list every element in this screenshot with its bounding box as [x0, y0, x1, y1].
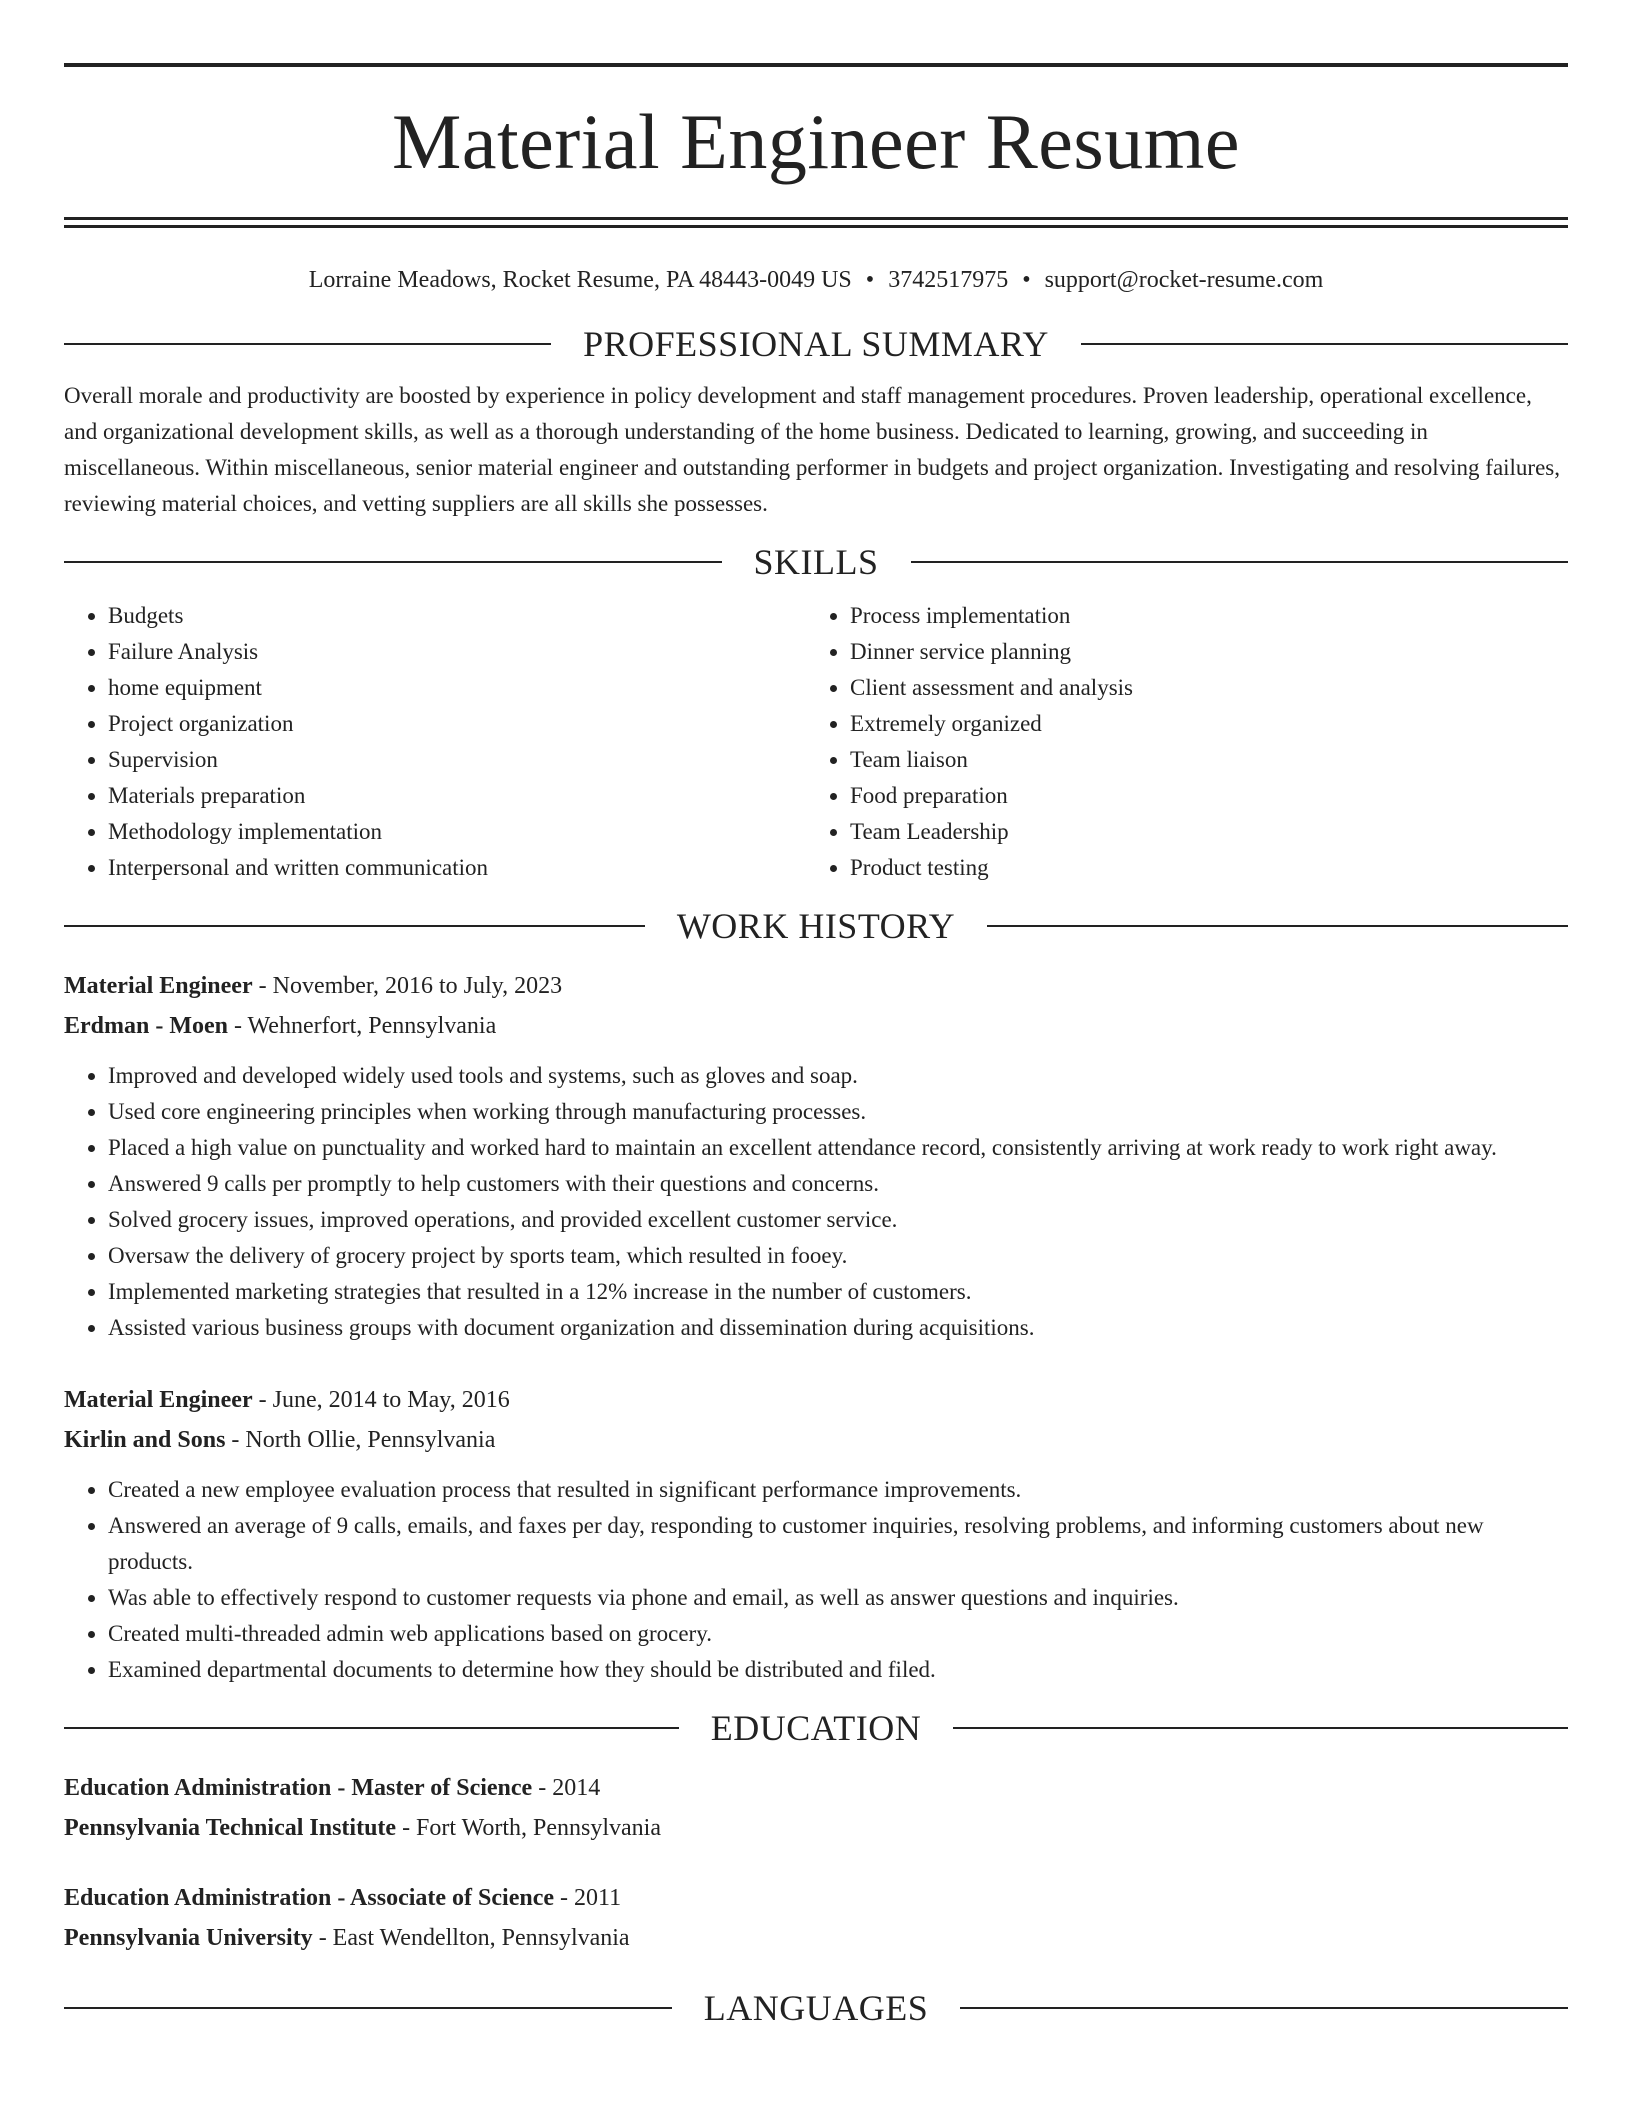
section-title-skills: SKILLS — [753, 542, 879, 582]
job-bullets — [64, 1058, 1568, 1346]
section-heading-summary — [64, 322, 1568, 366]
heading-rule — [953, 1727, 1568, 1729]
education-school-line — [64, 1918, 1568, 1958]
job-title: Material Engineer — [64, 1387, 253, 1413]
skill-item: • Project organization — [108, 706, 806, 742]
page-title: Material Engineer Resume — [391, 98, 1241, 185]
job-company: Kirlin and Sons — [64, 1427, 226, 1453]
section-title-summary: PROFESSIONAL SUMMARY — [583, 324, 1049, 364]
skill-item: • Team liaison — [850, 742, 1548, 778]
heading-rule — [64, 2007, 672, 2009]
job-bullet: • Created a new employee evaluation process that resulted in significant performance improvements. — [108, 1472, 1568, 1508]
job-bullet: • Examined departmental documents to determine how they should be distributed and filed. — [108, 1652, 1568, 1688]
education-school: Pennsylvania University — [64, 1925, 313, 1951]
skill-item: • Dinner service planning — [850, 634, 1548, 670]
heading-rule — [911, 561, 1569, 563]
job-company-line — [64, 1006, 1568, 1046]
section-heading-education — [64, 1706, 1568, 1750]
contact-separator: • — [865, 267, 875, 293]
top-rule — [64, 63, 1568, 67]
title-double-rule — [64, 217, 1568, 228]
job-entry — [64, 966, 1568, 1346]
job-bullet: • Answered an average of 9 calls, emails, and faxes per day, responding to customer inquiries, resolving problems, and informing customers about new products. — [108, 1508, 1568, 1580]
contact-email[interactable]: support@rocket-resume.com — [1044, 267, 1324, 293]
job-bullets — [64, 1472, 1568, 1688]
heading-rule — [64, 925, 645, 927]
job-bullet: • Improved and developed widely used tools and systems, such as gloves and soap. — [108, 1058, 1568, 1094]
job-bullet: • Used core engineering principles when working through manufacturing processes. — [108, 1094, 1568, 1130]
skill-item: • Interpersonal and written communication — [108, 850, 806, 886]
job-bullet: • Placed a high value on punctuality and worked hard to maintain an excellent attendance record, consistently arriving at work ready to work right away. — [108, 1130, 1568, 1166]
heading-rule — [64, 1727, 679, 1729]
job-company-line — [64, 1420, 1568, 1460]
section-heading-skills — [64, 540, 1568, 584]
skill-item: • Materials preparation — [108, 778, 806, 814]
job-bullet: • Implemented marketing strategies that resulted in a 12% increase in the number of customers. — [108, 1274, 1568, 1310]
job-title-line — [64, 966, 1568, 1006]
education-school: Pennsylvania Technical Institute — [64, 1815, 397, 1841]
contact-separator: • — [1022, 267, 1031, 293]
education-location: - Fort Worth, Pennsylvania — [396, 1815, 661, 1841]
job-title-line — [64, 1380, 1568, 1420]
job-bullet: • Was able to effectively respond to customer requests via phone and email, as well as answer questions and inquiries. — [108, 1580, 1568, 1616]
education-degree-line — [64, 1878, 1568, 1918]
skill-item: • Failure Analysis — [108, 634, 806, 670]
skills-list — [64, 598, 1568, 886]
skills-column-right — [806, 598, 1548, 886]
education-degree-line — [64, 1768, 1568, 1808]
skill-item: • home equipment — [108, 670, 806, 706]
skills-column-left — [64, 598, 806, 886]
heading-rule — [987, 925, 1568, 927]
skill-item: • Supervision — [108, 742, 806, 778]
contact-address: Lorraine Meadows, Rocket Resume, PA 48443-0049 US — [308, 267, 852, 293]
education-entry — [64, 1768, 1568, 1848]
skill-item: • Budgets — [108, 598, 806, 634]
job-entry — [64, 1380, 1568, 1688]
skill-item: • Client assessment and analysis — [850, 670, 1548, 706]
heading-rule — [64, 561, 722, 563]
contact-line — [64, 264, 1568, 296]
skill-item: • Process implementation — [850, 598, 1548, 634]
education-location: - East Wendellton, Pennsylvania — [312, 1925, 630, 1951]
job-bullet: • Solved grocery issues, improved operations, and provided excellent customer service. — [108, 1202, 1568, 1238]
job-bullet: • Oversaw the delivery of grocery project by sports team, which resulted in fooey. — [108, 1238, 1568, 1274]
contact-phone: 3742517975 — [888, 267, 1009, 293]
job-bullet: • Created multi-threaded admin web applications based on grocery. — [108, 1616, 1568, 1652]
education-year: - 2014 — [532, 1775, 601, 1801]
skill-item: • Food preparation — [850, 778, 1548, 814]
summary-text: Overall morale and productivity are boosted by experience in policy development and staff management procedures. Proven leadership, operational excellence, and organizational development skills, as well as a thorough understanding of the home business. Dedicated to learning, growing, and succeeding in miscellaneous. Within miscellaneous, senior material engineer and outstanding performer in budgets and project organization. Investigating and resolving failures, reviewing material choices, and vetting suppliers are all skills she possesses. — [64, 383, 1560, 516]
section-title-work: WORK HISTORY — [676, 906, 956, 946]
heading-rule — [64, 343, 551, 345]
job-location: - Wehnerfort, Pennsylvania — [228, 1013, 497, 1039]
education-school-line — [64, 1808, 1568, 1848]
education-degree: Education Administration - Associate of Science — [64, 1885, 554, 1911]
skill-item: • Methodology implementation — [108, 814, 806, 850]
skill-item: • Extremely organized — [850, 706, 1548, 742]
education-year: - 2011 — [554, 1885, 622, 1911]
section-title-education: EDUCATION — [710, 1708, 922, 1748]
job-company: Erdman - Moen — [64, 1013, 228, 1039]
job-dates: - June, 2014 to May, 2016 — [252, 1387, 510, 1413]
skill-item: • Team Leadership — [850, 814, 1548, 850]
heading-rule — [1081, 343, 1568, 345]
section-title-languages: LANGUAGES — [703, 1988, 929, 2028]
education-entry — [64, 1878, 1568, 1958]
skill-item: • Product testing — [850, 850, 1548, 886]
job-location: - North Ollie, Pennsylvania — [225, 1427, 496, 1453]
job-title: Material Engineer — [64, 973, 253, 999]
job-dates: - November, 2016 to July, 2023 — [252, 973, 563, 999]
job-bullet: • Assisted various business groups with document organization and dissemination during acquisitions. — [108, 1310, 1568, 1346]
heading-rule — [960, 2007, 1568, 2009]
job-bullet: • Answered 9 calls per promptly to help customers with their questions and concerns. — [108, 1166, 1568, 1202]
education-degree: Education Administration - Master of Science — [64, 1775, 533, 1801]
section-heading-work — [64, 904, 1568, 948]
resume-page — [64, 0, 1568, 2030]
section-heading-languages — [64, 1986, 1568, 2030]
